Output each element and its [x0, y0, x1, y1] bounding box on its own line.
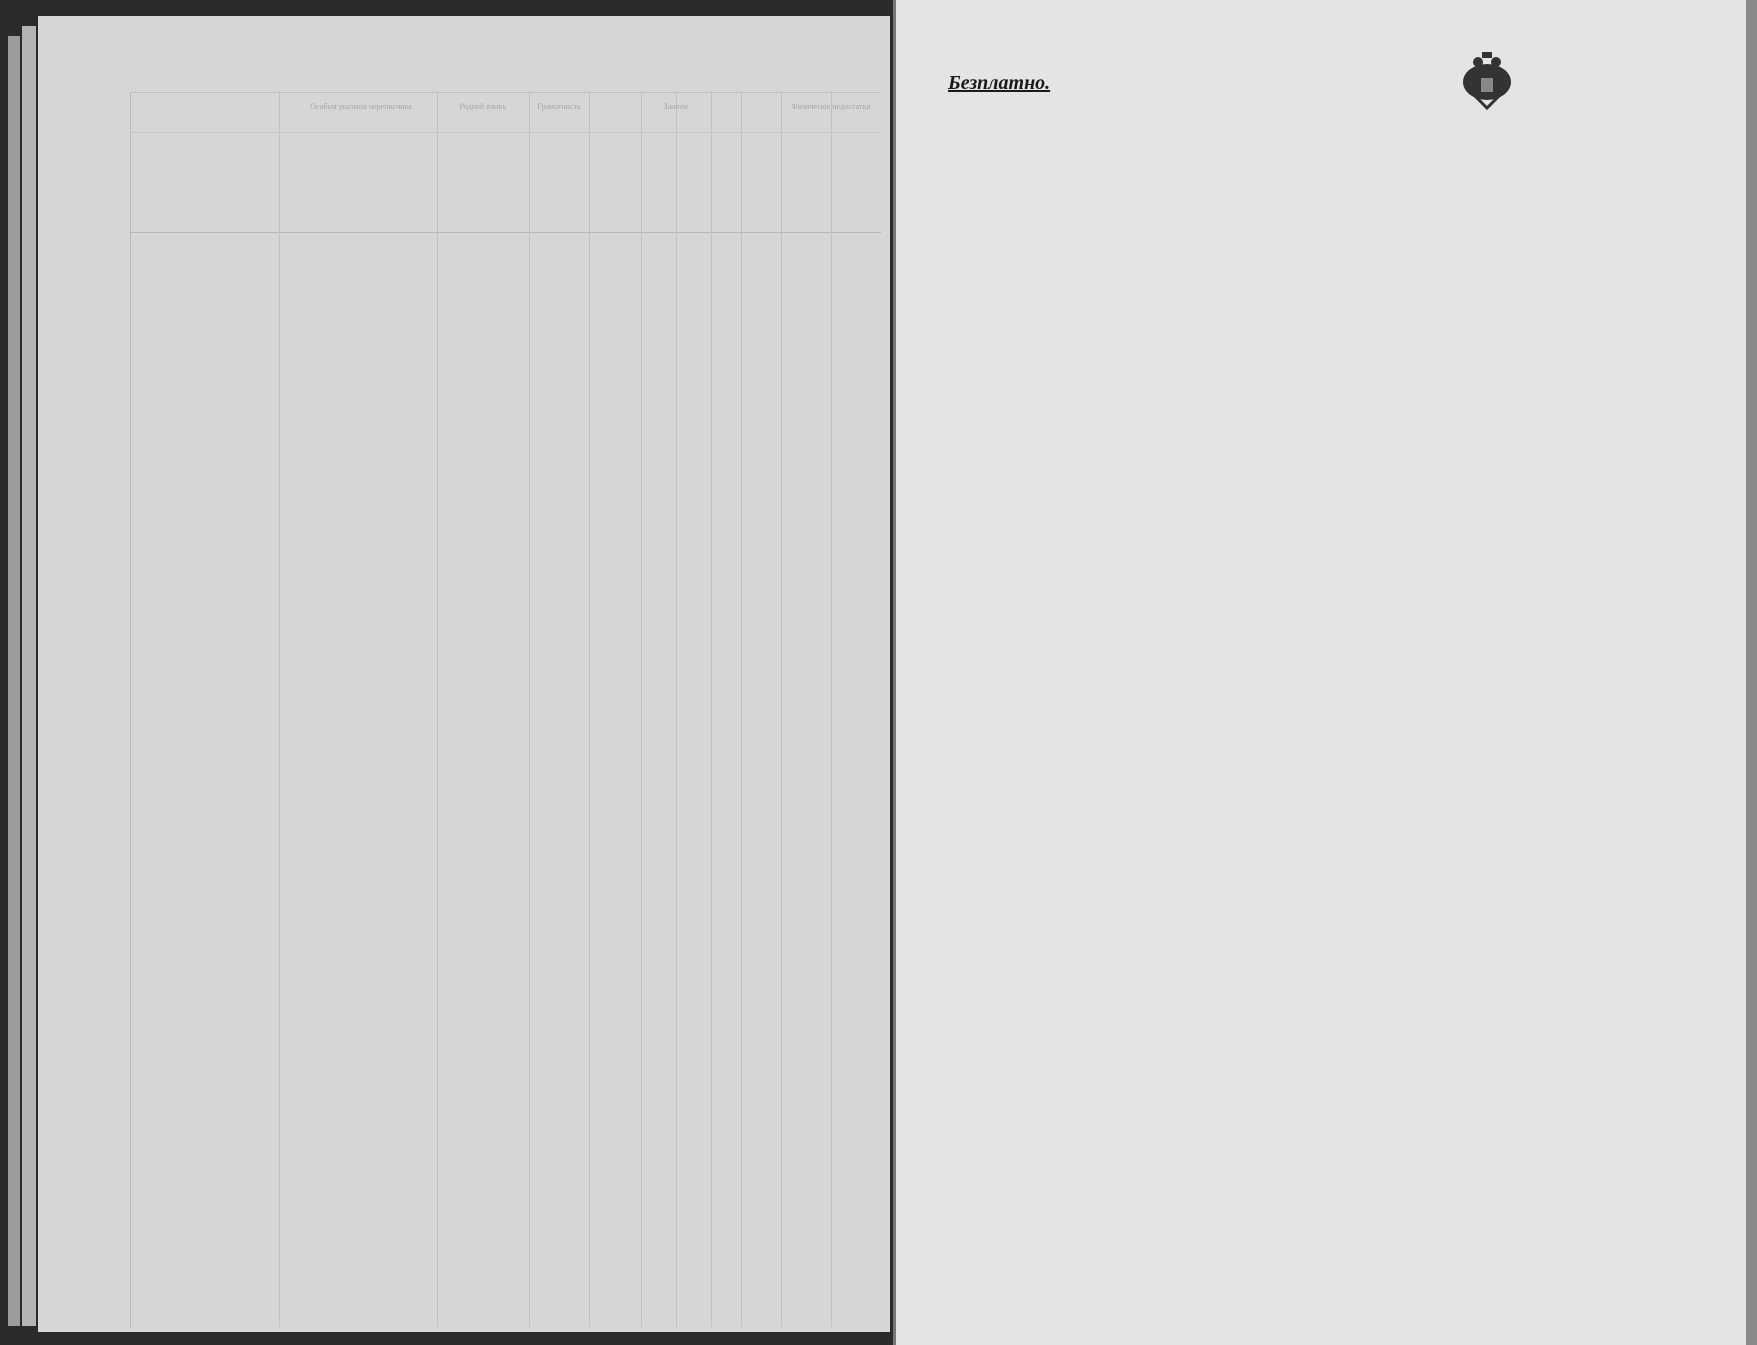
imperial-eagle-icon — [1461, 52, 1513, 110]
left-col-head: Занятіе — [663, 102, 689, 111]
left-col-head: Грамотность — [537, 102, 581, 111]
free-label: Безплатно. — [948, 72, 1051, 94]
left-col-head: Родной языкъ — [459, 102, 507, 111]
left-sheet — [38, 16, 890, 1332]
page-edge — [8, 36, 20, 1326]
left-ruled-grid — [130, 92, 881, 1327]
page-edge — [22, 26, 36, 1326]
right-page — [893, 0, 1757, 1345]
census-sheet — [893, 0, 1746, 1345]
left-col-head: Физическіе недостатки — [791, 102, 871, 111]
left-col-head: Особыя указанія переписчика — [310, 102, 412, 111]
